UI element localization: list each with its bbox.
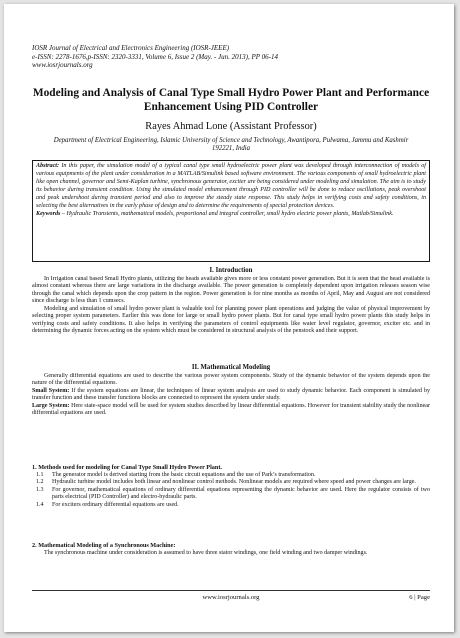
section-heading-mathematical-modeling: II. Mathematical Modeling <box>191 364 271 371</box>
synchronous-machine-paragraph: The synchronous machine under consideration is assumed to have three stator windings, one field winding and two damper windings. <box>44 550 368 556</box>
footer-url: www.iosrjournals.org <box>202 594 260 601</box>
list-item-number: 1.4 <box>36 501 44 508</box>
abstract-paragraph <box>36 162 426 210</box>
methods-heading: 1. Methods used for modeling for Canal Type Small Hydro Power Plant. <box>32 464 222 471</box>
methods-block <box>32 464 430 538</box>
page-content <box>32 4 430 632</box>
journal-issn: e-ISSN: 2278-1676,p-ISSN: 2320-3331, Volume 6, Issue 2 (May. - Jun. 2013), PP 06-14 <box>32 52 278 61</box>
document-page <box>4 4 454 632</box>
abstract-label: Abstract: <box>36 163 60 169</box>
keywords-text: – Hydraulic Transients, mathematical models, proportional and integral controller, small hydro electric power plants, Matlab/Simulink. <box>60 211 394 217</box>
list-item-text: The generator model is derived starting from the basic circuit equations and the use of Park’s transformation. <box>52 472 316 478</box>
paper-title: Modeling and Analysis of Canal Type Small Hydro Power Plant and Performance Enhancement Using PID Controller <box>32 87 430 113</box>
synchronous-machine-heading: 2. Mathematical Modeling of a Synchronous Machine: <box>32 542 176 549</box>
small-system-text: If the system equations are linear, the techniques of linear system analysis are used to study dynamic behavior. Each component is simulated by transfer function and these transfer functions blocks are connected to represent the system under study. <box>32 387 430 402</box>
journal-url: www.iosrjournals.org <box>32 61 93 69</box>
list-item-number: 1.1 <box>36 472 44 478</box>
large-system-label: Large System: <box>32 402 70 409</box>
footer-divider <box>32 590 430 591</box>
keywords-paragraph <box>36 210 426 218</box>
synchronous-machine-block <box>32 542 430 574</box>
list-item-number: 1.2 <box>36 479 44 486</box>
keywords-label: Keywords <box>36 211 61 217</box>
methods-list <box>32 472 430 509</box>
journal-name: IOSR Journal of Electrical and Electronics Engineering (IOSR-JEEE) <box>32 44 230 52</box>
methods-list-item <box>32 487 430 502</box>
small-system-paragraph <box>32 388 430 403</box>
modeling-intro-paragraph: Generally differential equations are used to describe the various power system components. Study of the dynamic behavior of the system depends upon the nature of the differential equations. <box>32 373 430 387</box>
mathematical-modeling-body <box>32 373 430 458</box>
section-heading-introduction: I. Introduction <box>209 267 253 274</box>
introduction-paragraph-2: Modeling and simulation of small hydro power plant is valuable tool for planning power plant operations and judging the value of physical improvement by selecting proper system parameters. Earlier this was done for large or small hydro power plants. But for canal type small hydro power plants this study helps in verifying costs and safety conditions. It also helps in verifying the parameters of control equipments like water level regulator, governor, exciter etc. and in determining the dynamic forces acting on the system which must be considered in structural analysis of the penstock and their support. <box>32 305 430 335</box>
list-item-text: For exciters ordinary differential equations are used. <box>52 501 179 508</box>
large-system-paragraph <box>32 403 430 418</box>
introduction-body <box>32 276 430 360</box>
methods-list-item <box>32 502 430 509</box>
journal-header <box>32 44 278 70</box>
footer-page-number: 6 | Page <box>409 594 430 601</box>
methods-list-item <box>32 479 430 486</box>
introduction-paragraph-1: In Irrigation canal based Small Hydro plants, utilizing the heads available gives more or less constant power generation. But it is seen that the head available is almost constant whereas there are large variations in the discharge available. The power generation is completely dependent upon irrigation releases season wise through the canal which depends upon the crop pattern in the region. Power generation is for nine months as months of April, May and August are not considered since discharge is less than 1 cumsecs. <box>32 276 430 305</box>
abstract-box <box>32 160 430 262</box>
abstract-text: In this paper, the simulation model of a typical canal type small hydroelectric power plant was developed through interconnection of models of various equipments of the plant under consideration in a MATLAB/Simulink based software environment. The various components of small hydroelectric plant like open channel, governor and Semi-Kaplan turbine, synchronous generator, exciter are being considered under modeling and simulation. The aim is to study its behavior during transient condition. Using the simulated model enhancement through PID controller will be done to reduce oscillations, peak overshoot and peak undershoot during transient period and also to improve the steady state response. This study helps in verifying costs and safety conditions, in selecting the best alternatives in the early phase of design and to determine the requirements of special protection devices. <box>36 163 426 209</box>
list-item-number: 1.3 <box>36 486 44 493</box>
large-system-text: Here state-space model will be used for system studies described by linear differential equations. However for transient stability study the nonlinear differential equations are used. <box>32 402 430 417</box>
small-system-label: Small System: <box>32 387 70 394</box>
list-item-text: Hydraulic turbine model includes both linear and nonlinear control methods. Nonlinear models are required where speed and power changes are large. <box>52 479 416 486</box>
methods-list-item <box>32 472 430 479</box>
author-name: Rayes Ahmad Lone (Assistant Professor) <box>145 121 317 132</box>
list-item-text: For governor, mathematical equations of ordinary differential equations representing the dynamic behavior are used. Here the regulator consists of two parts electrical (PID Controller) and electro-hydraulic parts. <box>52 486 430 501</box>
author-affiliation: Department of Electrical Engineering, Islamic University of Science and Technology, Awantipora, Pulwama, Jammu and Kashmir 192221, India <box>53 137 409 153</box>
